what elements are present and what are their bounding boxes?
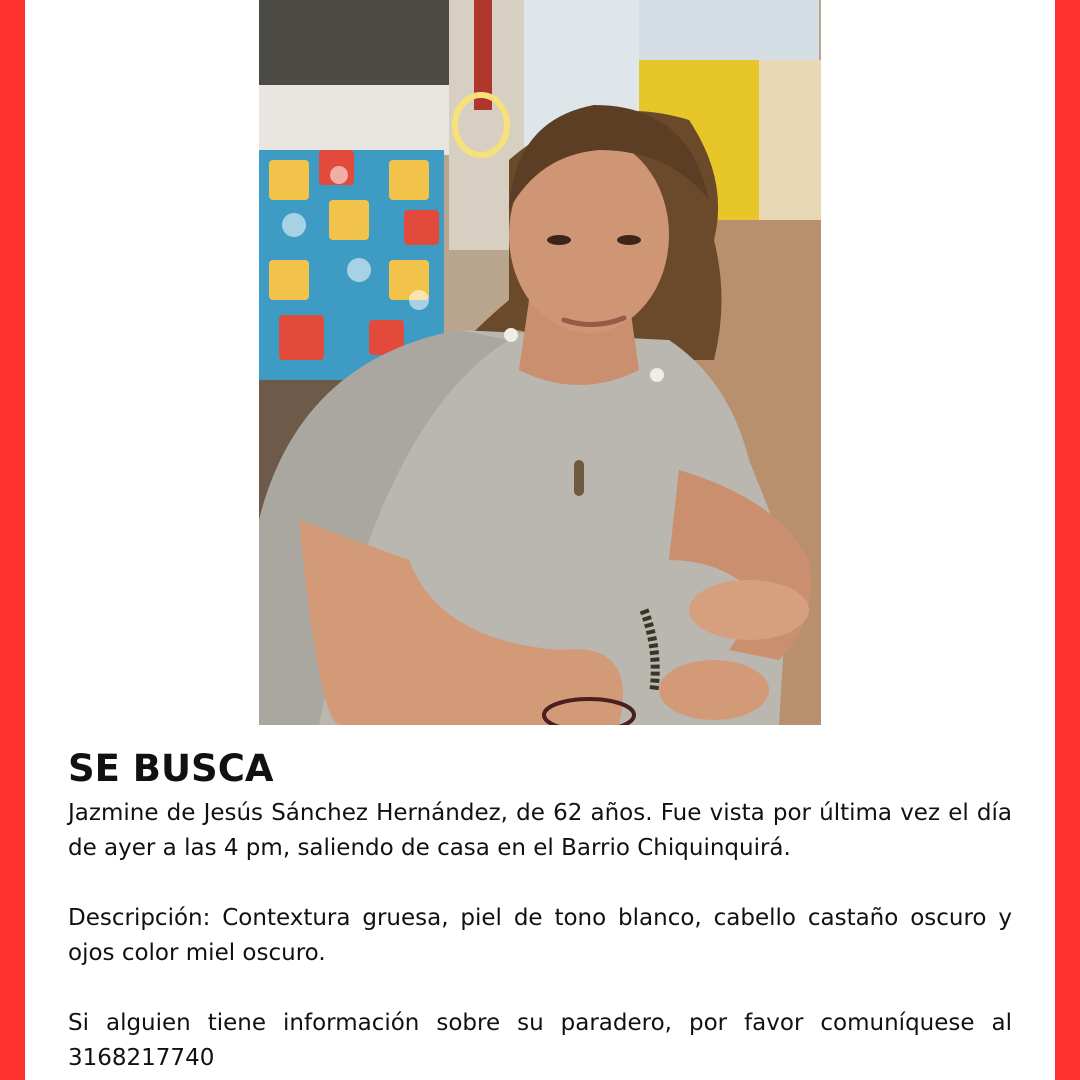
- left-red-border: [0, 0, 25, 1080]
- description-paragraph: Descripción: Contextura gruesa, piel de tono blanco, cabello castaño oscuro y ojos color miel oscuro.: [68, 905, 1012, 966]
- missing-person-photo: [259, 0, 821, 725]
- last-seen-paragraph: Jazmine de Jesús Sánchez Hernández, de 62 años. Fue vista por última vez el día de ayer a las 4 pm, saliendo de casa en el Barrio Chiquinquirá.: [68, 800, 1012, 861]
- contact-paragraph: Si alguien tiene información sobre su paradero, por favor comuníquese al 3168217740: [68, 1010, 1012, 1071]
- headline: SE BUSCA: [68, 747, 274, 790]
- right-red-border: [1055, 0, 1080, 1080]
- poster-text: [68, 744, 1012, 1076]
